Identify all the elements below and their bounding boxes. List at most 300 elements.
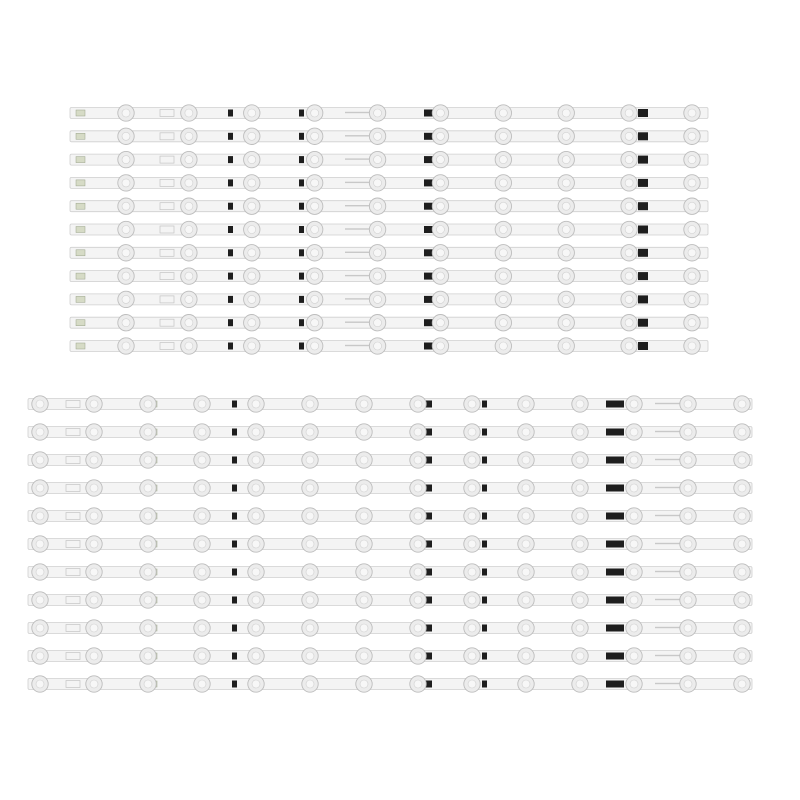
led-lens-core bbox=[436, 295, 444, 303]
led-lens-core bbox=[198, 540, 206, 548]
strip-component bbox=[606, 653, 624, 660]
led-lens-core bbox=[436, 226, 444, 234]
led-lens-core bbox=[738, 428, 746, 436]
led-lens-core bbox=[374, 342, 382, 350]
led-lens-core bbox=[311, 272, 319, 280]
led-lens-core bbox=[36, 400, 44, 408]
led-lens-core bbox=[630, 456, 638, 464]
strip-component bbox=[482, 681, 487, 688]
led-lens-core bbox=[252, 568, 260, 576]
strip-component bbox=[638, 342, 648, 350]
strip-component bbox=[232, 597, 237, 604]
led-strip bbox=[70, 245, 708, 261]
led-lens-core bbox=[122, 179, 130, 187]
strip-component bbox=[299, 179, 304, 186]
led-lens-core bbox=[499, 226, 507, 234]
strip-component bbox=[299, 156, 304, 163]
strip-body bbox=[28, 567, 752, 578]
led-lens-core bbox=[684, 456, 692, 464]
strip-connector bbox=[76, 320, 85, 326]
led-lens-core bbox=[144, 512, 152, 520]
led-lens-core bbox=[252, 512, 260, 520]
strip-component bbox=[232, 485, 237, 492]
strip-component bbox=[606, 457, 624, 464]
led-lens-core bbox=[122, 226, 130, 234]
led-lens-core bbox=[688, 249, 696, 257]
strip-body bbox=[28, 623, 752, 634]
strip-connector bbox=[76, 296, 85, 302]
led-strip bbox=[70, 198, 708, 214]
led-lens-core bbox=[684, 596, 692, 604]
led-lens-core bbox=[90, 568, 98, 576]
led-lens-core bbox=[360, 680, 368, 688]
led-lens-core bbox=[252, 484, 260, 492]
strip-body bbox=[70, 294, 708, 305]
led-lens-core bbox=[738, 596, 746, 604]
led-lens-core bbox=[562, 249, 570, 257]
strip-print-line bbox=[345, 345, 371, 346]
strip-component bbox=[638, 109, 648, 117]
led-lens-core bbox=[688, 179, 696, 187]
led-lens-core bbox=[576, 400, 584, 408]
led-lens-core bbox=[306, 624, 314, 632]
led-strip bbox=[70, 315, 708, 331]
strip-component bbox=[606, 541, 624, 548]
led-lens-core bbox=[360, 596, 368, 604]
led-lens-core bbox=[738, 512, 746, 520]
led-lens-core bbox=[684, 652, 692, 660]
led-lens-core bbox=[436, 319, 444, 327]
led-strip bbox=[28, 592, 752, 608]
strip-body bbox=[28, 595, 752, 606]
led-lens-core bbox=[738, 456, 746, 464]
strip-component bbox=[638, 179, 648, 187]
led-lens-core bbox=[522, 624, 530, 632]
strip-connector bbox=[76, 250, 85, 256]
strip-connector bbox=[76, 133, 85, 139]
led-lens-core bbox=[522, 568, 530, 576]
led-lens-core bbox=[185, 109, 193, 117]
strip-component bbox=[482, 653, 487, 660]
led-lens-core bbox=[198, 400, 206, 408]
led-lens-core bbox=[522, 428, 530, 436]
led-lens-core bbox=[468, 596, 476, 604]
led-lens-core bbox=[144, 652, 152, 660]
led-lens-core bbox=[414, 540, 422, 548]
strip-print-line bbox=[345, 275, 371, 276]
led-lens-core bbox=[414, 456, 422, 464]
led-lens-core bbox=[252, 680, 260, 688]
led-lens-core bbox=[144, 680, 152, 688]
led-lens-core bbox=[414, 596, 422, 604]
strip-component bbox=[228, 203, 233, 210]
led-strip bbox=[70, 291, 708, 307]
led-lens-core bbox=[248, 109, 256, 117]
led-lens-core bbox=[576, 596, 584, 604]
strip-connector bbox=[76, 203, 85, 209]
strip-component bbox=[232, 457, 237, 464]
led-lens-core bbox=[684, 512, 692, 520]
led-lens-core bbox=[576, 456, 584, 464]
led-strip bbox=[28, 508, 752, 524]
led-lens-core bbox=[36, 540, 44, 548]
strip-component bbox=[638, 226, 648, 234]
led-lens-core bbox=[684, 484, 692, 492]
strip-print-line bbox=[655, 655, 681, 656]
led-lens-core bbox=[738, 624, 746, 632]
led-lens-core bbox=[252, 652, 260, 660]
led-lens-core bbox=[306, 540, 314, 548]
led-lens-core bbox=[248, 295, 256, 303]
led-lens-core bbox=[630, 680, 638, 688]
strip-component bbox=[228, 343, 233, 350]
led-lens-core bbox=[252, 624, 260, 632]
led-lens-core bbox=[688, 319, 696, 327]
led-lens-core bbox=[122, 156, 130, 164]
led-strip bbox=[28, 480, 752, 496]
led-lens-core bbox=[90, 652, 98, 660]
led-lens-core bbox=[185, 226, 193, 234]
strip-body bbox=[70, 154, 708, 165]
led-lens-core bbox=[311, 342, 319, 350]
strip-component bbox=[606, 681, 624, 688]
strip-connector bbox=[76, 157, 85, 163]
led-lens-core bbox=[562, 295, 570, 303]
led-lens-core bbox=[562, 202, 570, 210]
strip-print-line bbox=[655, 431, 681, 432]
led-lens-core bbox=[576, 484, 584, 492]
led-lens-core bbox=[90, 680, 98, 688]
strip-connector bbox=[76, 180, 85, 186]
led-lens-core bbox=[252, 428, 260, 436]
led-lens-core bbox=[198, 624, 206, 632]
strip-print-line bbox=[655, 543, 681, 544]
led-lens-core bbox=[562, 272, 570, 280]
led-lens-core bbox=[248, 156, 256, 164]
led-lens-core bbox=[144, 400, 152, 408]
led-lens-core bbox=[36, 428, 44, 436]
led-lens-core bbox=[499, 202, 507, 210]
strip-component bbox=[232, 513, 237, 520]
led-lens-core bbox=[688, 226, 696, 234]
led-lens-core bbox=[144, 428, 152, 436]
led-lens-core bbox=[522, 540, 530, 548]
led-lens-core bbox=[468, 568, 476, 576]
strip-body bbox=[70, 271, 708, 282]
led-lens-core bbox=[630, 484, 638, 492]
led-strip bbox=[70, 175, 708, 191]
led-lens-core bbox=[374, 202, 382, 210]
strip-component bbox=[606, 429, 624, 436]
led-lens-core bbox=[688, 272, 696, 280]
led-lens-core bbox=[144, 624, 152, 632]
led-lens-core bbox=[436, 202, 444, 210]
strip-component bbox=[606, 513, 624, 520]
led-lens-core bbox=[311, 202, 319, 210]
strip-component bbox=[299, 226, 304, 233]
led-lens-core bbox=[306, 512, 314, 520]
led-lens-core bbox=[198, 568, 206, 576]
led-lens-core bbox=[436, 132, 444, 140]
led-lens-core bbox=[688, 295, 696, 303]
led-lens-core bbox=[90, 484, 98, 492]
strip-component bbox=[482, 569, 487, 576]
led-lens-core bbox=[198, 512, 206, 520]
led-lens-core bbox=[36, 568, 44, 576]
led-lens-core bbox=[576, 428, 584, 436]
led-lens-core bbox=[468, 512, 476, 520]
led-lens-core bbox=[185, 272, 193, 280]
led-lens-core bbox=[306, 680, 314, 688]
led-lens-core bbox=[252, 596, 260, 604]
led-lens-core bbox=[684, 624, 692, 632]
led-lens-core bbox=[248, 342, 256, 350]
strip-body bbox=[28, 427, 752, 438]
strip-component bbox=[228, 226, 233, 233]
led-lens-core bbox=[499, 295, 507, 303]
strip-body bbox=[28, 483, 752, 494]
led-lens-core bbox=[311, 226, 319, 234]
led-lens-core bbox=[522, 512, 530, 520]
led-lens-core bbox=[688, 109, 696, 117]
led-lens-core bbox=[414, 512, 422, 520]
led-lens-core bbox=[248, 179, 256, 187]
strip-print-line bbox=[345, 182, 371, 183]
strip-component bbox=[482, 429, 487, 436]
led-lens-core bbox=[311, 295, 319, 303]
led-lens-core bbox=[360, 456, 368, 464]
led-lens-core bbox=[306, 596, 314, 604]
strip-component bbox=[299, 273, 304, 280]
led-lens-core bbox=[122, 132, 130, 140]
led-lens-core bbox=[248, 249, 256, 257]
led-lens-core bbox=[688, 202, 696, 210]
strip-print-line bbox=[655, 403, 681, 404]
strip-print-line bbox=[345, 322, 371, 323]
led-lens-core bbox=[374, 249, 382, 257]
led-lens-core bbox=[311, 156, 319, 164]
led-lens-core bbox=[738, 680, 746, 688]
strip-body bbox=[70, 131, 708, 142]
led-lens-core bbox=[36, 680, 44, 688]
led-lens-core bbox=[576, 540, 584, 548]
strip-component bbox=[228, 296, 233, 303]
led-lens-core bbox=[414, 428, 422, 436]
strip-print-line bbox=[655, 627, 681, 628]
led-lens-core bbox=[436, 272, 444, 280]
led-lens-core bbox=[684, 680, 692, 688]
strip-component bbox=[482, 597, 487, 604]
strip-component bbox=[482, 625, 487, 632]
led-lens-core bbox=[185, 319, 193, 327]
strip-print-line bbox=[655, 683, 681, 684]
led-lens-core bbox=[36, 484, 44, 492]
led-lens-core bbox=[360, 400, 368, 408]
led-lens-core bbox=[688, 132, 696, 140]
strip-component bbox=[638, 272, 648, 280]
strip-component bbox=[299, 110, 304, 117]
led-lens-core bbox=[144, 596, 152, 604]
led-lens-core bbox=[198, 428, 206, 436]
strip-component bbox=[482, 485, 487, 492]
led-strip bbox=[28, 424, 752, 440]
led-lens-core bbox=[144, 540, 152, 548]
strip-component bbox=[228, 179, 233, 186]
led-lens-core bbox=[185, 179, 193, 187]
led-lens-core bbox=[374, 156, 382, 164]
strip-component bbox=[232, 401, 237, 408]
led-lens-core bbox=[185, 295, 193, 303]
strip-print-line bbox=[655, 599, 681, 600]
led-lens-core bbox=[499, 109, 507, 117]
led-lens-core bbox=[414, 680, 422, 688]
led-lens-core bbox=[374, 272, 382, 280]
strip-component bbox=[638, 295, 648, 303]
strip-body bbox=[70, 317, 708, 328]
led-lens-core bbox=[248, 319, 256, 327]
led-lens-core bbox=[374, 179, 382, 187]
led-lens-core bbox=[522, 400, 530, 408]
led-lens-core bbox=[625, 319, 633, 327]
led-lens-core bbox=[311, 319, 319, 327]
led-lens-core bbox=[122, 295, 130, 303]
led-lens-core bbox=[630, 568, 638, 576]
led-lens-core bbox=[499, 272, 507, 280]
led-lens-core bbox=[360, 540, 368, 548]
led-lens-core bbox=[248, 226, 256, 234]
strip-print-line bbox=[345, 112, 371, 113]
led-lens-core bbox=[625, 295, 633, 303]
led-lens-core bbox=[36, 652, 44, 660]
led-lens-core bbox=[625, 272, 633, 280]
led-lens-core bbox=[738, 400, 746, 408]
led-lens-core bbox=[522, 652, 530, 660]
strip-print-line bbox=[655, 459, 681, 460]
led-strip bbox=[28, 396, 752, 412]
led-lens-core bbox=[625, 342, 633, 350]
led-lens-core bbox=[122, 319, 130, 327]
strip-component bbox=[606, 625, 624, 632]
led-lens-core bbox=[311, 179, 319, 187]
strip-component bbox=[638, 202, 648, 210]
strip-print-line bbox=[655, 487, 681, 488]
led-lens-core bbox=[90, 596, 98, 604]
strip-component bbox=[299, 319, 304, 326]
led-lens-core bbox=[562, 319, 570, 327]
led-lens-core bbox=[576, 652, 584, 660]
led-lens-core bbox=[90, 456, 98, 464]
strip-body bbox=[70, 201, 708, 212]
led-lens-core bbox=[122, 202, 130, 210]
strip-component bbox=[299, 203, 304, 210]
strip-body bbox=[28, 651, 752, 662]
strip-component bbox=[228, 273, 233, 280]
led-strip bbox=[28, 564, 752, 580]
led-strip bbox=[70, 105, 708, 121]
led-lens-core bbox=[625, 156, 633, 164]
led-lens-core bbox=[306, 568, 314, 576]
led-lens-core bbox=[90, 428, 98, 436]
strip-component bbox=[482, 457, 487, 464]
led-lens-core bbox=[90, 400, 98, 408]
led-strip bbox=[28, 620, 752, 636]
led-lens-core bbox=[306, 456, 314, 464]
led-lens-core bbox=[374, 132, 382, 140]
strip-body bbox=[28, 679, 752, 690]
led-strip bbox=[28, 676, 752, 692]
led-lens-core bbox=[198, 652, 206, 660]
strip-body bbox=[70, 341, 708, 352]
led-lens-core bbox=[625, 132, 633, 140]
led-lens-core bbox=[122, 249, 130, 257]
strip-component bbox=[232, 653, 237, 660]
led-lens-core bbox=[630, 652, 638, 660]
led-strip bbox=[28, 452, 752, 468]
led-lens-core bbox=[414, 624, 422, 632]
led-lens-core bbox=[562, 342, 570, 350]
led-lens-core bbox=[252, 400, 260, 408]
led-lens-core bbox=[198, 596, 206, 604]
led-lens-core bbox=[185, 132, 193, 140]
strip-body bbox=[28, 539, 752, 550]
led-lens-core bbox=[122, 342, 130, 350]
led-lens-core bbox=[374, 109, 382, 117]
led-lens-core bbox=[468, 624, 476, 632]
led-lens-core bbox=[499, 249, 507, 257]
strip-component bbox=[638, 249, 648, 257]
led-lens-core bbox=[625, 249, 633, 257]
led-lens-core bbox=[576, 512, 584, 520]
strip-print-line bbox=[655, 515, 681, 516]
led-lens-core bbox=[738, 540, 746, 548]
led-lens-core bbox=[630, 596, 638, 604]
led-lens-core bbox=[252, 540, 260, 548]
led-lens-core bbox=[625, 226, 633, 234]
led-lens-core bbox=[198, 680, 206, 688]
led-lens-core bbox=[562, 109, 570, 117]
led-strip bbox=[28, 536, 752, 552]
strip-component bbox=[228, 249, 233, 256]
led-lens-core bbox=[198, 484, 206, 492]
strip-component bbox=[228, 319, 233, 326]
led-lens-core bbox=[306, 652, 314, 660]
strip-connector bbox=[76, 343, 85, 349]
led-lens-core bbox=[36, 456, 44, 464]
led-lens-core bbox=[625, 109, 633, 117]
strip-print-line bbox=[345, 252, 371, 253]
led-lens-core bbox=[122, 109, 130, 117]
led-lens-core bbox=[311, 109, 319, 117]
led-lens-core bbox=[562, 226, 570, 234]
strip-component bbox=[299, 343, 304, 350]
led-lens-core bbox=[738, 484, 746, 492]
strip-print-line bbox=[345, 205, 371, 206]
led-lens-core bbox=[144, 456, 152, 464]
led-lens-core bbox=[248, 132, 256, 140]
led-lens-core bbox=[374, 319, 382, 327]
led-lens-core bbox=[36, 596, 44, 604]
led-lens-core bbox=[90, 512, 98, 520]
strip-component bbox=[232, 569, 237, 576]
led-lens-core bbox=[248, 202, 256, 210]
led-lens-core bbox=[499, 319, 507, 327]
led-strip bbox=[70, 338, 708, 354]
led-lens-core bbox=[499, 156, 507, 164]
led-lens-core bbox=[185, 202, 193, 210]
strip-print-line bbox=[345, 135, 371, 136]
led-strip bbox=[70, 128, 708, 144]
strip-print-line bbox=[345, 228, 371, 229]
